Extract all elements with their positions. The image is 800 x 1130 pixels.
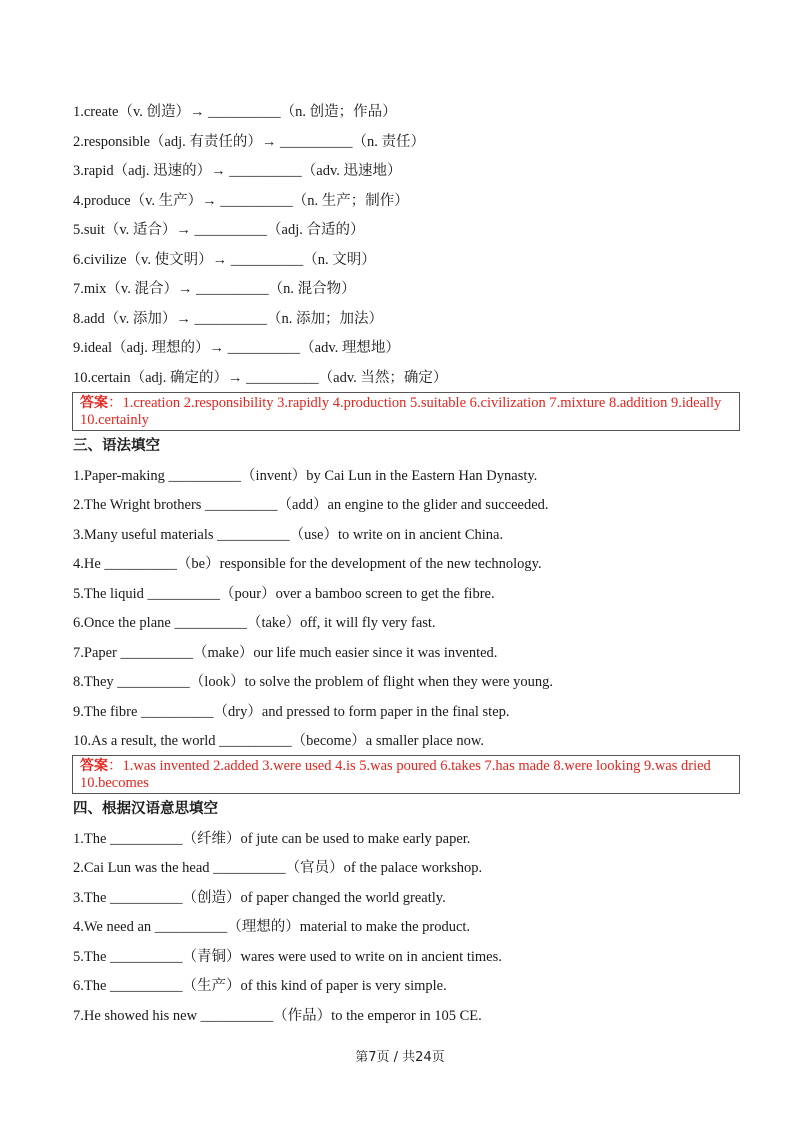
word-form-item-9: 9.ideal（adj. 理想的）→ __________（adv. 理想地） [73,340,400,356]
meaning-item-3: 3.The __________（创造）of paper changed the world greatly. [73,890,446,906]
grammar-item-10: 10.As a result, the world __________（become）a smaller place now. [73,733,484,749]
grammar-item-5: 5.The liquid __________（pour）over a bamboo screen to get the fibre. [73,586,495,602]
meaning-item-2: 2.Cai Lun was the head __________（官员）of the palace workshop. [73,860,483,876]
word-form-item-7: 7.mix（v. 混合）→ __________（n. 混合物） [73,281,356,297]
word-form-item-5: 5.suit（v. 适合）→ __________（adj. 合适的） [73,222,365,238]
grammar-item-7: 7.Paper __________（make）our life much easier since it was invented. [73,645,498,661]
answer-label: 答案 [80,395,108,411]
answer-box-grammar [72,755,740,794]
meaning-item-5: 5.The __________（青铜）wares were used to write on in ancient times. [73,949,502,965]
meaning-item-4: 4.We need an __________（理想的）material to make the product. [73,919,471,935]
grammar-item-2: 2.The Wright brothers __________（add）an engine to the glider and succeeded. [73,497,549,513]
answer-label: 答案 [80,758,108,774]
grammar-item-6: 6.Once the plane __________（take）off, it will fly very fast. [73,615,436,631]
word-form-item-6: 6.civilize（v. 使文明）→ __________（n. 文明） [73,252,376,268]
word-form-item-8: 8.add（v. 添加）→ __________（n. 添加；加法） [73,311,383,327]
grammar-item-1: 1.Paper-making __________（invent）by Cai Lun in the Eastern Han Dynasty. [73,468,538,484]
grammar-item-3: 3.Many useful materials __________（use）to write on in ancient China. [73,527,504,543]
meaning-item-1: 1.The __________（纤维）of jute can be used to make early paper. [73,831,471,847]
word-form-item-10: 10.certain（adj. 确定的）→ __________（adv. 当然；确定） [73,370,448,386]
grammar-item-9: 9.The fibre __________（dry）and pressed to form paper in the final step. [73,704,510,720]
meaning-item-7: 7.He showed his new __________（作品）to the emperor in 105 CE. [73,1008,482,1024]
page-number-footer: 第7页 / 共24页 [355,1050,445,1065]
section-heading-grammar: 三、语法填空 [73,438,160,454]
answer-text: ：1.was invented 2.added 3.were used 4.is 5.was poured 6.takes 7.has made 8.were looking 9.was dried 10.becomes [80,758,711,791]
word-form-item-3: 3.rapid（adj. 迅速的）→ __________（adv. 迅速地） [73,163,402,179]
answer-text: ：1.creation 2.responsibility 3.rapidly 4.production 5.suitable 6.civilization 7.mixture 8.addition 9.ideally 10.certainly [80,395,722,428]
answer-box-word-forms [72,392,740,431]
word-form-item-4: 4.produce（v. 生产）→ __________（n. 生产；制作） [73,193,409,209]
meaning-item-6: 6.The __________（生产）of this kind of paper is very simple. [73,978,447,994]
word-form-item-1: 1.create（v. 创造）→ __________（n. 创造；作品） [73,104,397,120]
grammar-item-8: 8.They __________（look）to solve the problem of flight when they were young. [73,674,554,690]
word-form-item-2: 2.responsible（adj. 有责任的）→ __________（n. 责任） [73,134,426,150]
section-heading-chinese-meaning: 四、根据汉语意思填空 [73,801,218,817]
grammar-item-4: 4.He __________（be）responsible for the development of the new technology. [73,556,542,572]
